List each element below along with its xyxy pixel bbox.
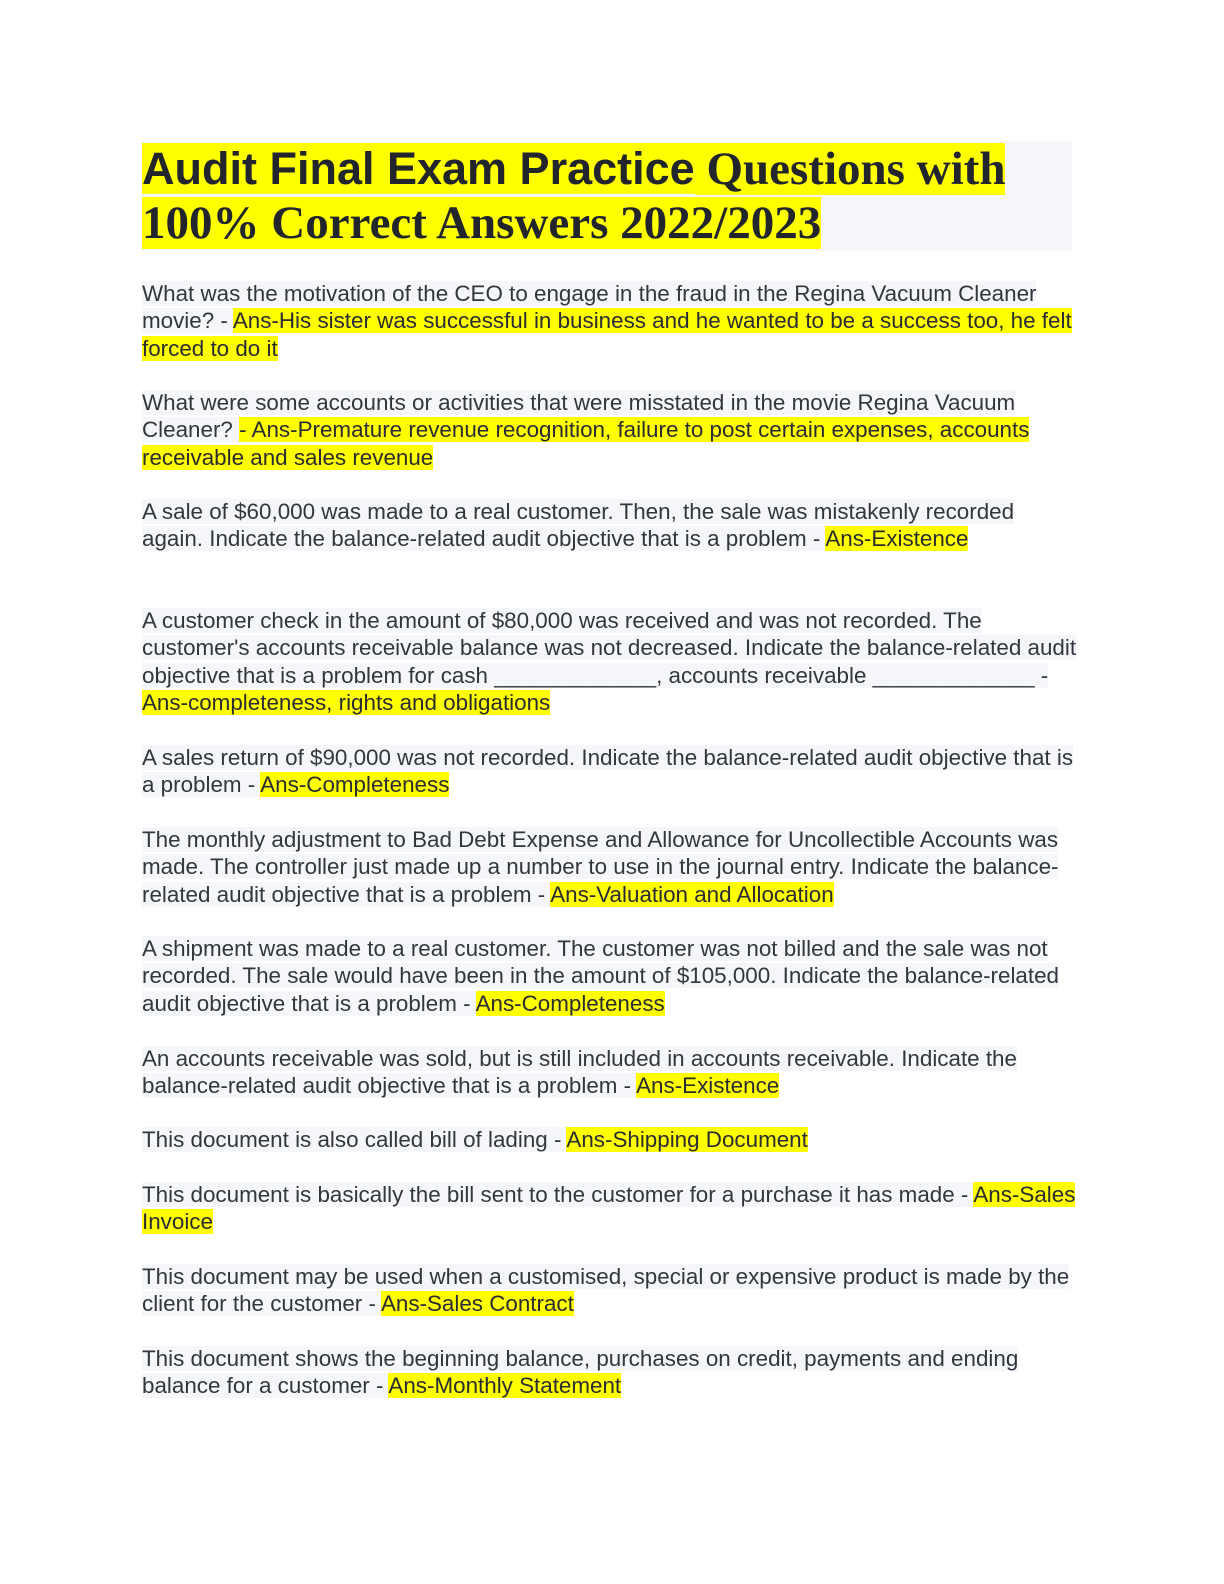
qa-item (142, 744, 1077, 799)
qa-item (142, 826, 1077, 908)
answer-text: Ans-Completeness (260, 772, 450, 798)
question-text: A customer check in the amount of $80,000 was received and was not recorded. The customer's accounts receivable balance was not decreased. Indicate the balance-related audit objective that is a problem for cash _____________, accounts receivable _____________ - (142, 608, 1077, 688)
title-serif-part: Questions with (694, 143, 1006, 195)
qa-item (142, 607, 1077, 717)
answer-text: Ans-Shipping Document (566, 1127, 808, 1152)
question-text: This document may be used when a customised, special or expensive product is made by the client for the customer - (142, 1264, 1070, 1317)
answer-text: Ans-Existence (636, 1073, 780, 1099)
qa-item (142, 935, 1077, 1017)
qa-item (142, 1345, 1077, 1400)
qa-item (142, 498, 1077, 553)
title-line-2 (142, 196, 1072, 251)
answer-text: Ans-Valuation and Allocation (550, 881, 834, 907)
answer-text: Ans-Sales Invoice (142, 1182, 1076, 1235)
qa-item (142, 280, 1077, 362)
question-text: A sales return of $90,000 was not recorded. Indicate the balance-related audit objective that is a problem - (142, 745, 1074, 798)
document-title (142, 141, 1072, 251)
question-text: An accounts receivable was sold, but is still included in accounts receivable. Indicate the balance-related audit objective that is a problem - (142, 1046, 1017, 1099)
qa-item (142, 1263, 1077, 1318)
question-text: This document is also called bill of lading - (142, 1127, 567, 1152)
question-text: This document shows the beginning balance, purchases on credit, payments and ending balance for a customer - (142, 1346, 1019, 1399)
answer-text: Ans-Completeness (475, 990, 665, 1016)
qa-item (142, 1045, 1077, 1100)
answer-text: Ans-completeness, rights and obligations (142, 690, 551, 716)
qa-item (142, 389, 1077, 471)
question-text: What was the motivation of the CEO to engage in the fraud in the Regina Vacuum Cleaner movie? - (142, 281, 1037, 334)
title-sans-part: Audit Final Exam Practice (142, 143, 695, 194)
question-text: A shipment was made to a real customer. The customer was not billed and the sale was not recorded. The sale would have been in the amount of $105,000. Indicate the balance-related audit objective that is a problem - (142, 936, 1059, 1016)
answer-text: Ans-His sister was successful in business and he wanted to be a success too, he felt forced to do it (142, 308, 1072, 361)
answer-text: Ans-Sales Contract (380, 1291, 574, 1317)
question-text: The monthly adjustment to Bad Debt Expense and Allowance for Uncollectible Accounts was made. The controller just made up a number to use in the journal entry. Indicate the balance-related audit objective that is a problem - (142, 827, 1059, 907)
title-line-1 (142, 141, 1072, 196)
question-text: A sale of $60,000 was made to a real customer. Then, the sale was mistakenly recorded again. Indicate the balance-related audit objective that is a problem - (142, 499, 1015, 552)
answer-text: - Ans-Premature revenue recognition, failure to post certain expenses, accounts receivable and sales revenue (142, 417, 1030, 470)
answer-text: Ans-Existence (825, 526, 969, 552)
question-text: This document is basically the bill sent to the customer for a purchase it has made - (142, 1182, 974, 1207)
title-serif-part-2: 100% Correct Answers 2022/2023 (142, 197, 822, 249)
qa-item (142, 1126, 1077, 1153)
qa-item (142, 1181, 1077, 1236)
answer-text: Ans-Monthly Statement (388, 1373, 622, 1399)
question-text: What were some accounts or activities that were misstated in the movie Regina Vacuum Cleaner? (142, 390, 1016, 443)
